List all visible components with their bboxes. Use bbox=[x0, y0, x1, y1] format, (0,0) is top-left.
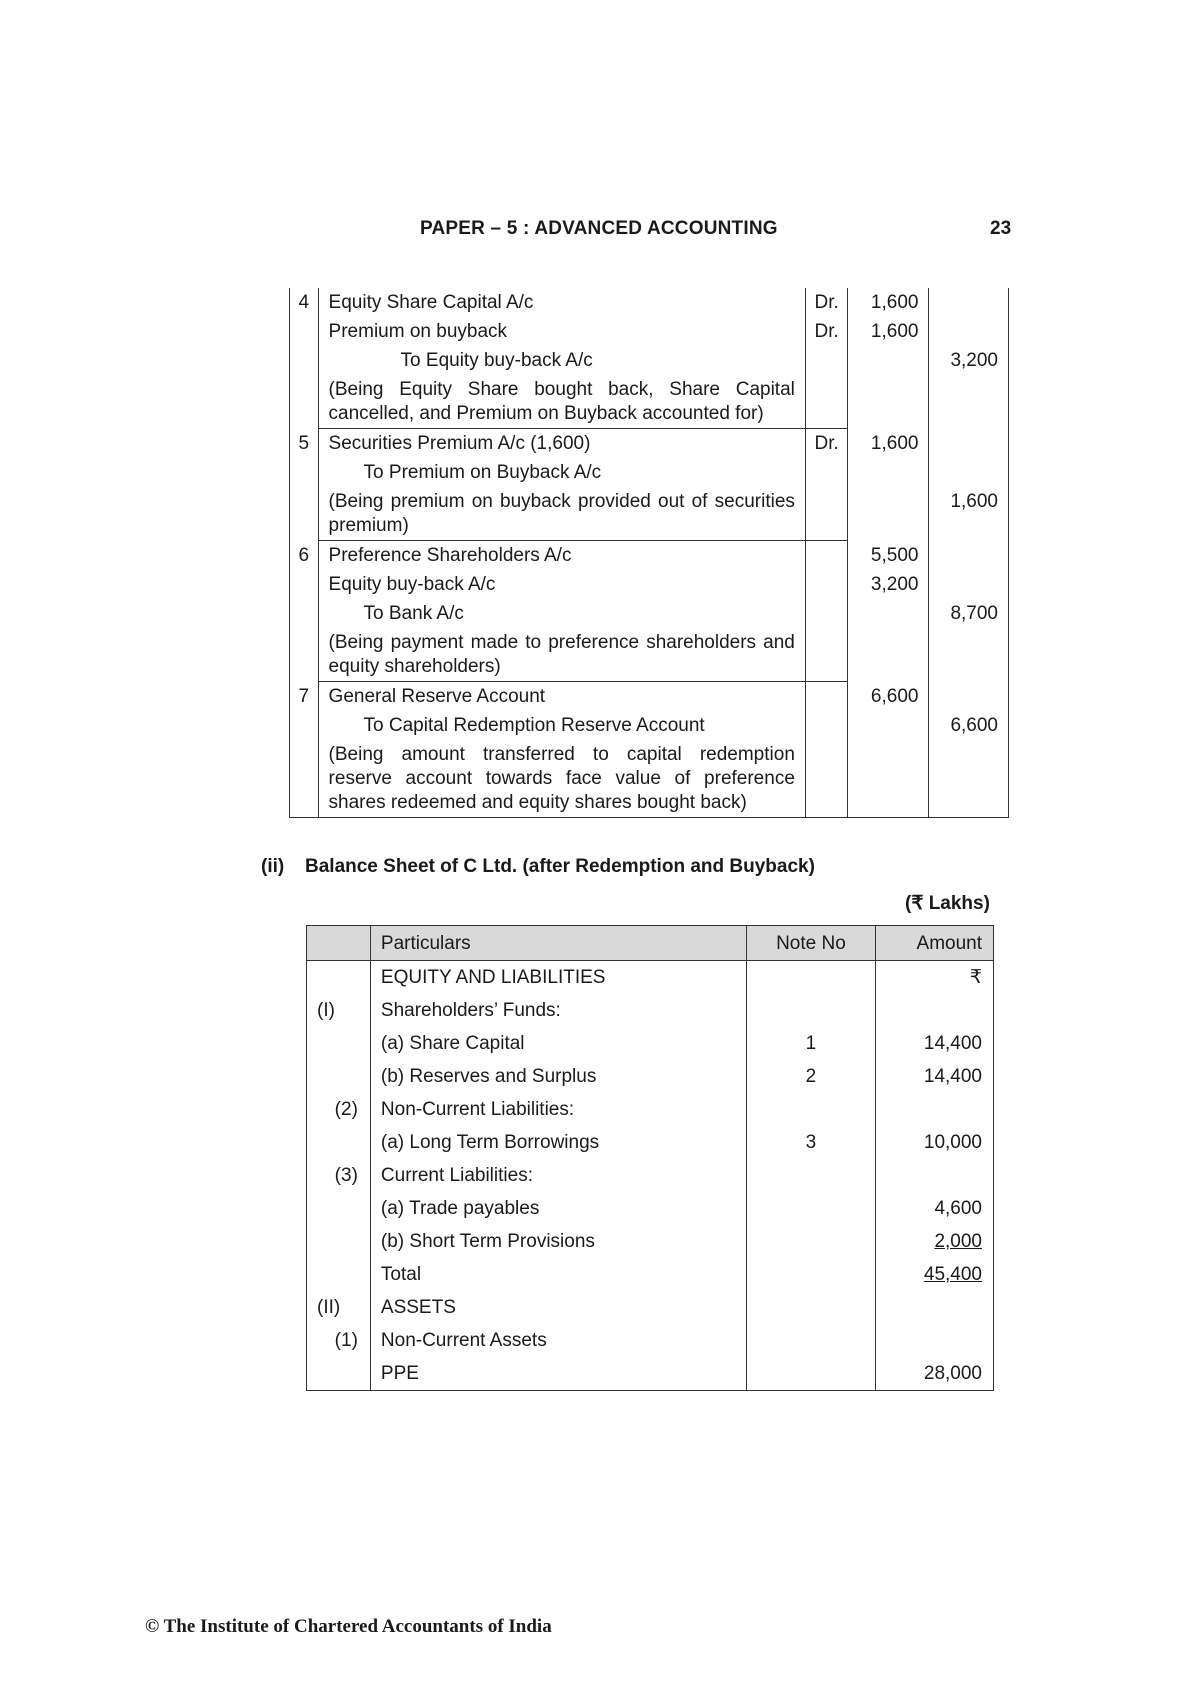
row-amount: 45,400 bbox=[923, 1264, 982, 1285]
row-sn: (3) bbox=[307, 1159, 371, 1192]
debit-amount: 5,500 bbox=[870, 544, 919, 566]
table-row bbox=[307, 1060, 994, 1093]
balance-sheet-table bbox=[306, 925, 994, 1391]
credit-amount: 3,200 bbox=[950, 350, 998, 371]
page-number: 23 bbox=[990, 218, 1012, 239]
row-sn: (I) bbox=[307, 994, 371, 1027]
table-row bbox=[307, 1192, 994, 1225]
page-header-title: PAPER – 5 : ADVANCED ACCOUNTING bbox=[420, 218, 778, 239]
journal-entries-table bbox=[289, 288, 1009, 818]
account-line: Preference Shareholders A/c bbox=[328, 545, 572, 566]
row-amount: 28,000 bbox=[923, 1363, 982, 1384]
journal-entry-4 bbox=[290, 288, 1009, 429]
row-amount bbox=[876, 1093, 994, 1126]
row-note bbox=[746, 1357, 876, 1391]
credit-amount: 8,700 bbox=[950, 602, 998, 624]
debit-amount: 3,200 bbox=[870, 573, 919, 595]
account-line: Securities Premium A/c (1,600) bbox=[328, 433, 591, 454]
row-note bbox=[746, 961, 876, 995]
narration: (Being Equity Share bought back, Share Capital cancelled, and Premium on Buyback accounted for) bbox=[328, 379, 795, 424]
table-row bbox=[307, 1093, 994, 1126]
debit-amount: 1,600 bbox=[870, 432, 919, 454]
row-note bbox=[746, 1324, 876, 1357]
row-note bbox=[746, 994, 876, 1027]
row-amount bbox=[876, 1324, 994, 1357]
credit-amount: 1,600 bbox=[950, 490, 998, 512]
row-particulars: (b) Short Term Provisions bbox=[370, 1225, 746, 1258]
account-line: General Reserve Account bbox=[328, 686, 546, 707]
dr-marker: Dr. bbox=[814, 292, 839, 313]
header-sn bbox=[307, 926, 371, 961]
row-sn bbox=[307, 1225, 371, 1258]
row-particulars: ASSETS bbox=[370, 1291, 746, 1324]
entry-number: 6 bbox=[298, 544, 310, 566]
account-line: To Bank A/c bbox=[363, 603, 464, 624]
row-amount: 4,600 bbox=[934, 1198, 982, 1219]
credit-amount: 6,600 bbox=[950, 714, 998, 736]
account-line: To Premium on Buyback A/c bbox=[363, 462, 602, 483]
debit-amount: 1,600 bbox=[870, 292, 919, 313]
journal-entry-6 bbox=[290, 541, 1009, 682]
row-particulars: (a) Trade payables bbox=[370, 1192, 746, 1225]
row-note: 1 bbox=[746, 1027, 876, 1060]
row-amount: 2,000 bbox=[934, 1231, 982, 1252]
row-particulars: (a) Share Capital bbox=[370, 1027, 746, 1060]
debit-amount: 6,600 bbox=[870, 685, 919, 707]
row-note: 2 bbox=[746, 1060, 876, 1093]
row-particulars: Shareholders’ Funds: bbox=[370, 994, 746, 1027]
account-line: Equity buy-back A/c bbox=[328, 574, 496, 595]
row-particulars: Current Liabilities: bbox=[370, 1159, 746, 1192]
row-sn: (II) bbox=[307, 1291, 371, 1324]
narration: (Being premium on buyback provided out of securities premium) bbox=[328, 491, 795, 536]
table-row bbox=[307, 961, 994, 995]
section-title: Balance Sheet of C Ltd. (after Redemption and Buyback) bbox=[305, 856, 815, 877]
debit-amount: 1,600 bbox=[870, 321, 919, 342]
row-note bbox=[746, 1258, 876, 1291]
row-sn: (2) bbox=[307, 1093, 371, 1126]
row-sn bbox=[307, 961, 371, 995]
row-particulars: Non-Current Assets bbox=[370, 1324, 746, 1357]
narration: (Being payment made to preference shareholders and equity shareholders) bbox=[328, 632, 795, 677]
table-row bbox=[307, 1291, 994, 1324]
row-amount bbox=[876, 1159, 994, 1192]
row-sn bbox=[307, 1126, 371, 1159]
table-row bbox=[307, 1126, 994, 1159]
header-particulars: Particulars bbox=[370, 926, 746, 961]
section-heading bbox=[261, 856, 815, 878]
row-note bbox=[746, 1192, 876, 1225]
dr-marker: Dr. bbox=[814, 321, 839, 342]
row-sn bbox=[307, 1258, 371, 1291]
table-row bbox=[307, 1027, 994, 1060]
entry-number: 5 bbox=[298, 432, 310, 454]
row-sn bbox=[307, 1357, 371, 1391]
row-particulars: EQUITY AND LIABILITIES bbox=[370, 961, 746, 995]
row-note bbox=[746, 1093, 876, 1126]
entry-number: 7 bbox=[298, 685, 310, 707]
footer-copyright: © The Institute of Chartered Accountants of India bbox=[145, 1616, 552, 1637]
row-sn: (1) bbox=[307, 1324, 371, 1357]
row-particulars: PPE bbox=[370, 1357, 746, 1391]
row-amount: 14,400 bbox=[923, 1033, 982, 1054]
row-note: 3 bbox=[746, 1126, 876, 1159]
table-row bbox=[307, 1324, 994, 1357]
row-particulars: Non-Current Liabilities: bbox=[370, 1093, 746, 1126]
row-amount: ₹ bbox=[969, 967, 982, 988]
row-particulars: (b) Reserves and Surplus bbox=[370, 1060, 746, 1093]
account-line: To Equity buy-back A/c bbox=[400, 350, 593, 371]
table-row-total bbox=[307, 1258, 994, 1291]
balance-sheet-header-row bbox=[307, 926, 994, 961]
row-note bbox=[746, 1225, 876, 1258]
account-line: Equity Share Capital A/c bbox=[328, 292, 534, 313]
table-row bbox=[307, 1159, 994, 1192]
row-amount bbox=[876, 994, 994, 1027]
journal-entry-5 bbox=[290, 429, 1009, 541]
account-line: To Capital Redemption Reserve Account bbox=[363, 715, 705, 736]
row-amount bbox=[876, 1291, 994, 1324]
entry-number: 4 bbox=[298, 292, 310, 313]
row-amount: 10,000 bbox=[923, 1132, 982, 1153]
narration: (Being amount transferred to capital redemption reserve account towards face value of preference shares redeemed and equity shares bought back) bbox=[328, 744, 795, 813]
row-particulars: Total bbox=[370, 1258, 746, 1291]
row-sn bbox=[307, 1192, 371, 1225]
section-number: (ii) bbox=[261, 856, 285, 877]
account-line: Premium on buyback bbox=[328, 321, 508, 342]
row-note bbox=[746, 1159, 876, 1192]
row-particulars: (a) Long Term Borrowings bbox=[370, 1126, 746, 1159]
row-sn bbox=[307, 1060, 371, 1093]
row-amount: 14,400 bbox=[923, 1066, 982, 1087]
header-note-no: Note No bbox=[746, 926, 876, 961]
table-row bbox=[307, 994, 994, 1027]
row-note bbox=[746, 1291, 876, 1324]
header-amount: Amount bbox=[876, 926, 994, 961]
table-row bbox=[307, 1357, 994, 1391]
journal-entry-7 bbox=[290, 682, 1009, 818]
unit-label: (₹ Lakhs) bbox=[905, 893, 990, 914]
row-sn bbox=[307, 1027, 371, 1060]
dr-marker: Dr. bbox=[814, 433, 839, 454]
table-row bbox=[307, 1225, 994, 1258]
